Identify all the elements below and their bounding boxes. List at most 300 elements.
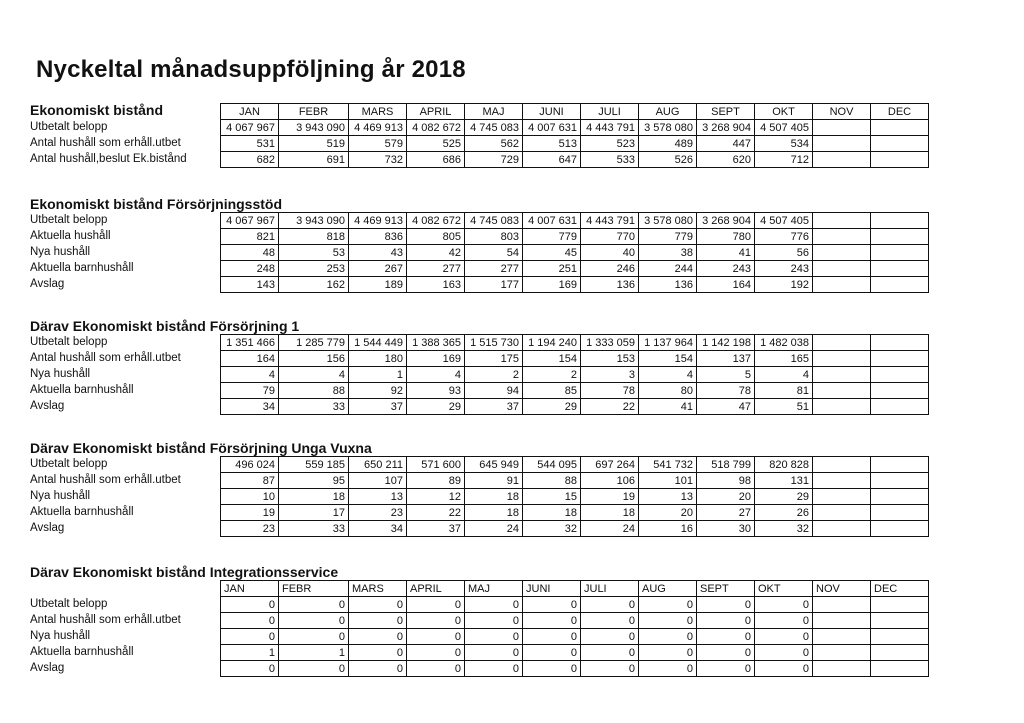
- table-cell: 0: [581, 629, 639, 645]
- table-cell: 85: [523, 383, 581, 399]
- table-row: [221, 351, 929, 367]
- month-header: DEC: [871, 581, 929, 597]
- month-header: OKT: [755, 581, 813, 597]
- table-cell: 23: [221, 521, 279, 537]
- table-cell: [871, 136, 929, 152]
- table-cell: 24: [581, 521, 639, 537]
- table-cell: 0: [523, 645, 581, 661]
- table-cell: [871, 597, 929, 613]
- table-cell: 22: [581, 399, 639, 415]
- table-cell: 18: [465, 489, 523, 505]
- table-cell: 0: [221, 629, 279, 645]
- month-header: MARS: [349, 104, 407, 120]
- table-cell: 1 137 964: [639, 335, 697, 351]
- table-cell: 0: [465, 629, 523, 645]
- table-cell: 0: [755, 597, 813, 613]
- table-cell: 3 943 090: [279, 120, 349, 136]
- table-row: [221, 521, 929, 537]
- table-cell: [813, 136, 871, 152]
- table-cell: 78: [581, 383, 639, 399]
- table-cell: 95: [279, 473, 349, 489]
- data-table: [220, 456, 929, 537]
- table-row: [221, 152, 929, 168]
- table-cell: [871, 335, 929, 351]
- table-cell: 154: [523, 351, 581, 367]
- table-cell: 3 268 904: [697, 120, 755, 136]
- table-cell: [813, 399, 871, 415]
- row-labels: [30, 456, 220, 536]
- table-cell: 0: [639, 661, 697, 677]
- table-cell: 562: [465, 136, 523, 152]
- table-cell: 0: [221, 613, 279, 629]
- table-cell: 0: [639, 629, 697, 645]
- table-cell: 13: [349, 489, 407, 505]
- table-cell: 19: [581, 489, 639, 505]
- table-cell: 16: [639, 521, 697, 537]
- table-cell: 10: [221, 489, 279, 505]
- month-header: OKT: [755, 104, 813, 120]
- table-cell: 19: [221, 505, 279, 521]
- table-cell: 246: [581, 261, 639, 277]
- table-cell: 836: [349, 229, 407, 245]
- table-cell: 559 185: [279, 457, 349, 473]
- table-cell: [871, 152, 929, 168]
- table-cell: 1 285 779: [279, 335, 349, 351]
- table-cell: 13: [639, 489, 697, 505]
- table-cell: 4 469 913: [349, 120, 407, 136]
- section-title: Därav Ekonomiskt bistånd Försörjning Unga Vuxna: [30, 440, 372, 456]
- month-header: APRIL: [407, 104, 465, 120]
- table-cell: 1 333 059: [581, 335, 639, 351]
- table-cell: [813, 335, 871, 351]
- table-cell: 820 828: [755, 457, 813, 473]
- data-table: [220, 580, 929, 677]
- table-cell: 518 799: [697, 457, 755, 473]
- row-label: Utbetalt belopp: [30, 336, 108, 348]
- table-cell: 805: [407, 229, 465, 245]
- table-cell: [813, 245, 871, 261]
- table-cell: 51: [755, 399, 813, 415]
- table-cell: [813, 473, 871, 489]
- table-cell: 189: [349, 277, 407, 293]
- section-title: Ekonomiskt bistånd Försörjningsstöd: [30, 196, 283, 212]
- table-cell: 0: [465, 613, 523, 629]
- table-cell: 0: [581, 661, 639, 677]
- row-label: Nya hushåll: [30, 630, 91, 642]
- table-cell: 0: [697, 597, 755, 613]
- table-cell: 0: [407, 645, 465, 661]
- table-cell: 78: [697, 383, 755, 399]
- table-cell: [871, 521, 929, 537]
- table-cell: 81: [755, 383, 813, 399]
- table-cell: 818: [279, 229, 349, 245]
- table-cell: 1 388 365: [407, 335, 465, 351]
- table-cell: 5: [697, 367, 755, 383]
- row-label: Antal hushåll som erhåll.utbet: [30, 137, 181, 149]
- table-cell: 12: [407, 489, 465, 505]
- table-cell: [871, 613, 929, 629]
- table-cell: 513: [523, 136, 581, 152]
- table-cell: 0: [755, 629, 813, 645]
- table-cell: [813, 351, 871, 367]
- month-header: JUNI: [523, 581, 581, 597]
- table-cell: [813, 277, 871, 293]
- table-cell: 4 507 405: [755, 120, 813, 136]
- table-cell: [871, 229, 929, 245]
- table-cell: [813, 629, 871, 645]
- month-header: AUG: [639, 581, 697, 597]
- table-cell: [813, 152, 871, 168]
- table-cell: 523: [581, 136, 639, 152]
- table-cell: 579: [349, 136, 407, 152]
- table-cell: [813, 457, 871, 473]
- table-cell: 447: [697, 136, 755, 152]
- row-label: Aktuella barnhushåll: [30, 646, 134, 658]
- table-row: [221, 473, 929, 489]
- row-label: Nya hushåll: [30, 368, 91, 380]
- table-cell: 0: [581, 645, 639, 661]
- table-cell: 177: [465, 277, 523, 293]
- row-label: Antal hushåll,beslut Ek.bistånd: [30, 153, 187, 165]
- table-cell: 87: [221, 473, 279, 489]
- table-cell: 4: [407, 367, 465, 383]
- table-cell: 1 142 198: [697, 335, 755, 351]
- row-label: Utbetalt belopp: [30, 214, 108, 226]
- row-label: Aktuella barnhushåll: [30, 384, 134, 396]
- row-label: Avslag: [30, 522, 65, 534]
- table-cell: 647: [523, 152, 581, 168]
- table-cell: 80: [639, 383, 697, 399]
- table-cell: 175: [465, 351, 523, 367]
- table-cell: 0: [465, 661, 523, 677]
- table-cell: [871, 120, 929, 136]
- table-cell: 38: [639, 245, 697, 261]
- table-cell: 164: [697, 277, 755, 293]
- row-label: Utbetalt belopp: [30, 458, 108, 470]
- table-cell: [871, 399, 929, 415]
- table-cell: 18: [279, 489, 349, 505]
- table-cell: 531: [221, 136, 279, 152]
- table-cell: [813, 120, 871, 136]
- table-cell: 136: [639, 277, 697, 293]
- table-cell: 41: [697, 245, 755, 261]
- table-cell: 4 469 913: [349, 213, 407, 229]
- table-cell: 101: [639, 473, 697, 489]
- table-cell: 4 443 791: [581, 213, 639, 229]
- table-cell: 37: [349, 399, 407, 415]
- month-header: SEPT: [697, 581, 755, 597]
- table-cell: 165: [755, 351, 813, 367]
- table-cell: 650 211: [349, 457, 407, 473]
- table-cell: [871, 661, 929, 677]
- row-label: Aktuella barnhushåll: [30, 506, 134, 518]
- table-cell: 0: [465, 645, 523, 661]
- table-cell: 697 264: [581, 457, 639, 473]
- table-cell: [813, 261, 871, 277]
- table-cell: 525: [407, 136, 465, 152]
- table-cell: 776: [755, 229, 813, 245]
- table-cell: 0: [639, 597, 697, 613]
- table-cell: 732: [349, 152, 407, 168]
- table-cell: 98: [697, 473, 755, 489]
- table-cell: [813, 213, 871, 229]
- table-cell: [871, 245, 929, 261]
- table-cell: [871, 473, 929, 489]
- table-cell: 3 943 090: [279, 213, 349, 229]
- table-cell: 526: [639, 152, 697, 168]
- table-cell: [813, 521, 871, 537]
- table-row: [221, 613, 929, 629]
- table-cell: 803: [465, 229, 523, 245]
- table-cell: 0: [221, 597, 279, 613]
- table-cell: 244: [639, 261, 697, 277]
- table-cell: 156: [279, 351, 349, 367]
- table-cell: 533: [581, 152, 639, 168]
- table-cell: [813, 613, 871, 629]
- table-cell: [871, 351, 929, 367]
- table-cell: 0: [581, 613, 639, 629]
- month-header: FEBR: [279, 581, 349, 597]
- table-cell: 18: [523, 505, 581, 521]
- table-cell: 45: [523, 245, 581, 261]
- table-cell: 32: [755, 521, 813, 537]
- table-cell: 2: [523, 367, 581, 383]
- table-cell: 1 194 240: [523, 335, 581, 351]
- table-row: [221, 277, 929, 293]
- table-row: [221, 457, 929, 473]
- table-cell: 780: [697, 229, 755, 245]
- table-cell: [871, 367, 929, 383]
- table-cell: 1: [349, 367, 407, 383]
- month-header: MAJ: [465, 581, 523, 597]
- table-cell: 131: [755, 473, 813, 489]
- table-row: [221, 245, 929, 261]
- row-label: Avslag: [30, 278, 65, 290]
- table-cell: 0: [279, 629, 349, 645]
- table-cell: 153: [581, 351, 639, 367]
- table-cell: 93: [407, 383, 465, 399]
- table-cell: 0: [349, 645, 407, 661]
- table-cell: 53: [279, 245, 349, 261]
- table-cell: 4: [279, 367, 349, 383]
- table-cell: 0: [407, 597, 465, 613]
- table-cell: [871, 457, 929, 473]
- table-cell: 42: [407, 245, 465, 261]
- month-header: SEPT: [697, 104, 755, 120]
- table-row: [221, 505, 929, 521]
- table-cell: [871, 261, 929, 277]
- table-cell: 620: [697, 152, 755, 168]
- table-cell: 180: [349, 351, 407, 367]
- table-row: [221, 367, 929, 383]
- table-cell: 4 507 405: [755, 213, 813, 229]
- table-cell: [813, 489, 871, 505]
- table-cell: 107: [349, 473, 407, 489]
- table-cell: 29: [523, 399, 581, 415]
- table-row: [221, 120, 929, 136]
- month-header: JUNI: [523, 104, 581, 120]
- table-cell: 0: [407, 661, 465, 677]
- table-cell: [813, 645, 871, 661]
- row-label: Antal hushåll som erhåll.utbet: [30, 614, 181, 626]
- table-cell: 3 268 904: [697, 213, 755, 229]
- table-cell: [813, 367, 871, 383]
- table-cell: 143: [221, 277, 279, 293]
- table-cell: 92: [349, 383, 407, 399]
- table-cell: 4 745 083: [465, 120, 523, 136]
- table-cell: [813, 229, 871, 245]
- table-cell: 37: [407, 521, 465, 537]
- table-cell: 243: [755, 261, 813, 277]
- row-label: Nya hushåll: [30, 490, 91, 502]
- table-cell: 30: [697, 521, 755, 537]
- table-cell: 0: [279, 597, 349, 613]
- table-cell: [871, 645, 929, 661]
- table-cell: 34: [221, 399, 279, 415]
- section-title: Därav Ekonomiskt bistånd Integrationsservice: [30, 564, 339, 580]
- table-cell: 20: [639, 505, 697, 521]
- table-cell: 0: [697, 629, 755, 645]
- table-cell: 29: [407, 399, 465, 415]
- table-row: [221, 661, 929, 677]
- table-cell: 34: [349, 521, 407, 537]
- table-cell: 4 007 631: [523, 120, 581, 136]
- month-header: FEBR: [279, 104, 349, 120]
- row-label: Avslag: [30, 662, 65, 674]
- table-cell: 779: [639, 229, 697, 245]
- table-cell: 4 082 672: [407, 120, 465, 136]
- table-cell: 0: [407, 613, 465, 629]
- table-cell: 1 544 449: [349, 335, 407, 351]
- row-label: Avslag: [30, 400, 65, 412]
- table-cell: 15: [523, 489, 581, 505]
- table-cell: 571 600: [407, 457, 465, 473]
- month-header: AUG: [639, 104, 697, 120]
- table-cell: 3 578 080: [639, 120, 697, 136]
- month-header: DEC: [871, 104, 929, 120]
- month-header: MARS: [349, 581, 407, 597]
- table-cell: 0: [639, 645, 697, 661]
- month-header: JAN: [221, 104, 279, 120]
- table-cell: 541 732: [639, 457, 697, 473]
- month-header: JAN: [221, 581, 279, 597]
- table-cell: 4 067 967: [221, 213, 279, 229]
- month-header: MAJ: [465, 104, 523, 120]
- row-label: Utbetalt belopp: [30, 121, 108, 133]
- row-label: Antal hushåll som erhåll.utbet: [30, 474, 181, 486]
- table-cell: 712: [755, 152, 813, 168]
- page-title: Nyckeltal månadsuppföljning år 2018: [36, 56, 466, 83]
- table-row: [221, 229, 929, 245]
- table-cell: 4 007 631: [523, 213, 581, 229]
- table-cell: 18: [581, 505, 639, 521]
- table-cell: 27: [697, 505, 755, 521]
- table-cell: 519: [279, 136, 349, 152]
- table-cell: [813, 383, 871, 399]
- table-cell: 0: [697, 645, 755, 661]
- table-cell: 4: [221, 367, 279, 383]
- table-cell: 4: [755, 367, 813, 383]
- table-cell: 496 024: [221, 457, 279, 473]
- table-cell: 192: [755, 277, 813, 293]
- table-cell: 0: [697, 613, 755, 629]
- table-cell: 770: [581, 229, 639, 245]
- table-cell: 4: [639, 367, 697, 383]
- table-cell: 4 082 672: [407, 213, 465, 229]
- table-cell: 0: [523, 661, 581, 677]
- table-cell: 18: [465, 505, 523, 521]
- table-cell: 0: [349, 613, 407, 629]
- row-labels: [30, 334, 220, 414]
- table-cell: 0: [465, 597, 523, 613]
- row-label: Utbetalt belopp: [30, 598, 108, 610]
- table-cell: 169: [523, 277, 581, 293]
- table-cell: 1 515 730: [465, 335, 523, 351]
- table-cell: 91: [465, 473, 523, 489]
- table-cell: 17: [279, 505, 349, 521]
- table-cell: 163: [407, 277, 465, 293]
- table-cell: 0: [523, 629, 581, 645]
- table-cell: 136: [581, 277, 639, 293]
- table-cell: 248: [221, 261, 279, 277]
- month-header: JULI: [581, 581, 639, 597]
- table-cell: 22: [407, 505, 465, 521]
- table-cell: 1 482 038: [755, 335, 813, 351]
- table-cell: 277: [465, 261, 523, 277]
- table-cell: 0: [523, 597, 581, 613]
- table-cell: 48: [221, 245, 279, 261]
- table-cell: 682: [221, 152, 279, 168]
- table-cell: [871, 383, 929, 399]
- table-cell: 88: [279, 383, 349, 399]
- table-cell: 779: [523, 229, 581, 245]
- table-row: [221, 136, 929, 152]
- table-cell: 0: [279, 613, 349, 629]
- table-row: [221, 261, 929, 277]
- row-labels: [30, 212, 220, 292]
- table-cell: 23: [349, 505, 407, 521]
- table-cell: [813, 661, 871, 677]
- table-cell: 37: [465, 399, 523, 415]
- data-table: [220, 334, 929, 415]
- table-cell: 47: [697, 399, 755, 415]
- table-cell: [871, 629, 929, 645]
- table-cell: 20: [697, 489, 755, 505]
- row-label: Aktuella barnhushåll: [30, 262, 134, 274]
- table-cell: 821: [221, 229, 279, 245]
- table-cell: 41: [639, 399, 697, 415]
- table-row: [221, 597, 929, 613]
- data-table: [220, 103, 929, 168]
- table-cell: 26: [755, 505, 813, 521]
- table-cell: 29: [755, 489, 813, 505]
- month-header: JULI: [581, 104, 639, 120]
- table-cell: 33: [279, 521, 349, 537]
- table-row: [221, 629, 929, 645]
- table-cell: 32: [523, 521, 581, 537]
- table-cell: 0: [407, 629, 465, 645]
- month-header: APRIL: [407, 581, 465, 597]
- table-cell: 169: [407, 351, 465, 367]
- table-cell: 88: [523, 473, 581, 489]
- table-cell: 489: [639, 136, 697, 152]
- table-cell: 43: [349, 245, 407, 261]
- table-cell: 686: [407, 152, 465, 168]
- table-cell: 0: [755, 613, 813, 629]
- section-title: Därav Ekonomiskt bistånd Försörjning 1: [30, 318, 300, 334]
- table-cell: 4 443 791: [581, 120, 639, 136]
- table-cell: [871, 213, 929, 229]
